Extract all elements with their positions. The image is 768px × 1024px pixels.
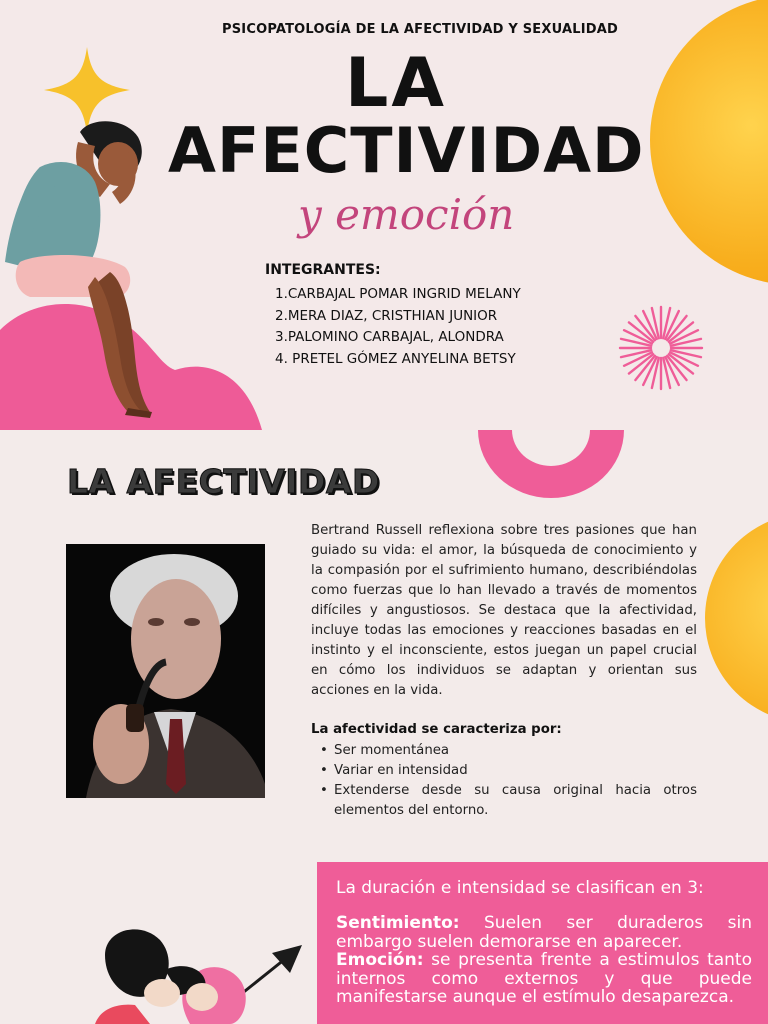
characteristic-item: • Extenderse desde su causa original hacia otros elementos del entorno.: [320, 781, 697, 821]
couple-illustration: [90, 915, 315, 1024]
pink-half-ring-decoration: [478, 430, 624, 500]
page-title-line2: AFECTIVIDAD: [168, 114, 645, 187]
characteristics-title: La afectividad se caracteriza por:: [311, 722, 562, 737]
classification-intro: La duración e intensidad se clasifican en 3:: [336, 878, 704, 898]
classification-box: [317, 862, 768, 1024]
member-item: 3.PALOMINO CARBAJAL, ALONDRA: [275, 329, 504, 345]
characteristics-list: [320, 741, 697, 821]
page-title-line1: LA: [345, 44, 447, 123]
section-title: LA AFECTIVIDAD: [67, 462, 380, 501]
characteristic-item: • Ser momentánea: [320, 741, 697, 761]
members-heading: INTEGRANTES:: [265, 262, 381, 278]
term-emocion: Emoción:: [336, 950, 424, 970]
member-item: 4. PRETEL GÓMEZ ANYELINA BETSY: [275, 350, 516, 367]
sun-circle-decoration-2: [700, 510, 768, 725]
member-item: 1.CARBAJAL POMAR INGRID MELANY: [275, 286, 521, 302]
intro-paragraph: Bertrand Russell reflexiona sobre tres pasiones que han guiado su vida: el amor, la búsqueda de conocimiento y la compasión por el sufrimiento humano, describiéndolas como fuerzas que lo han llevado a través de momentos difíciles y angustiosos. Se destaca que la afectividad, incluye todas las emociones y reacciones basadas en el instinto y el inconsciente, estos juegan un papel crucial en cómo los individuos se adaptan y orientan sus acciones en la vida.: [311, 523, 697, 698]
classification-body: [336, 914, 752, 1007]
term-sentimiento: Sentimiento:: [336, 913, 460, 933]
course-title: PSICOPATOLOGÍA DE LA AFECTIVIDAD Y SEXUALIDAD: [222, 22, 618, 37]
page-subtitle: y emoción: [298, 190, 515, 239]
members-list: [275, 284, 521, 370]
sad-woman-illustration: [0, 112, 175, 422]
starburst-decoration: [617, 304, 705, 392]
characteristic-item: • Variar en intensidad: [320, 761, 697, 781]
member-item: 2.MERA DIAZ, CRISTHIAN JUNIOR: [275, 307, 498, 324]
definition-sentimiento: Suelen ser duraderos sin embargo suelen demorarse en aparecer.: [336, 913, 752, 952]
cover-section: [0, 0, 768, 430]
definition-emocion: se presenta frente a estimulos tanto internos como externos y que puede manifestarse aunque el estímulo desaparezca.: [336, 950, 752, 1007]
portrait-photo: [66, 544, 265, 798]
